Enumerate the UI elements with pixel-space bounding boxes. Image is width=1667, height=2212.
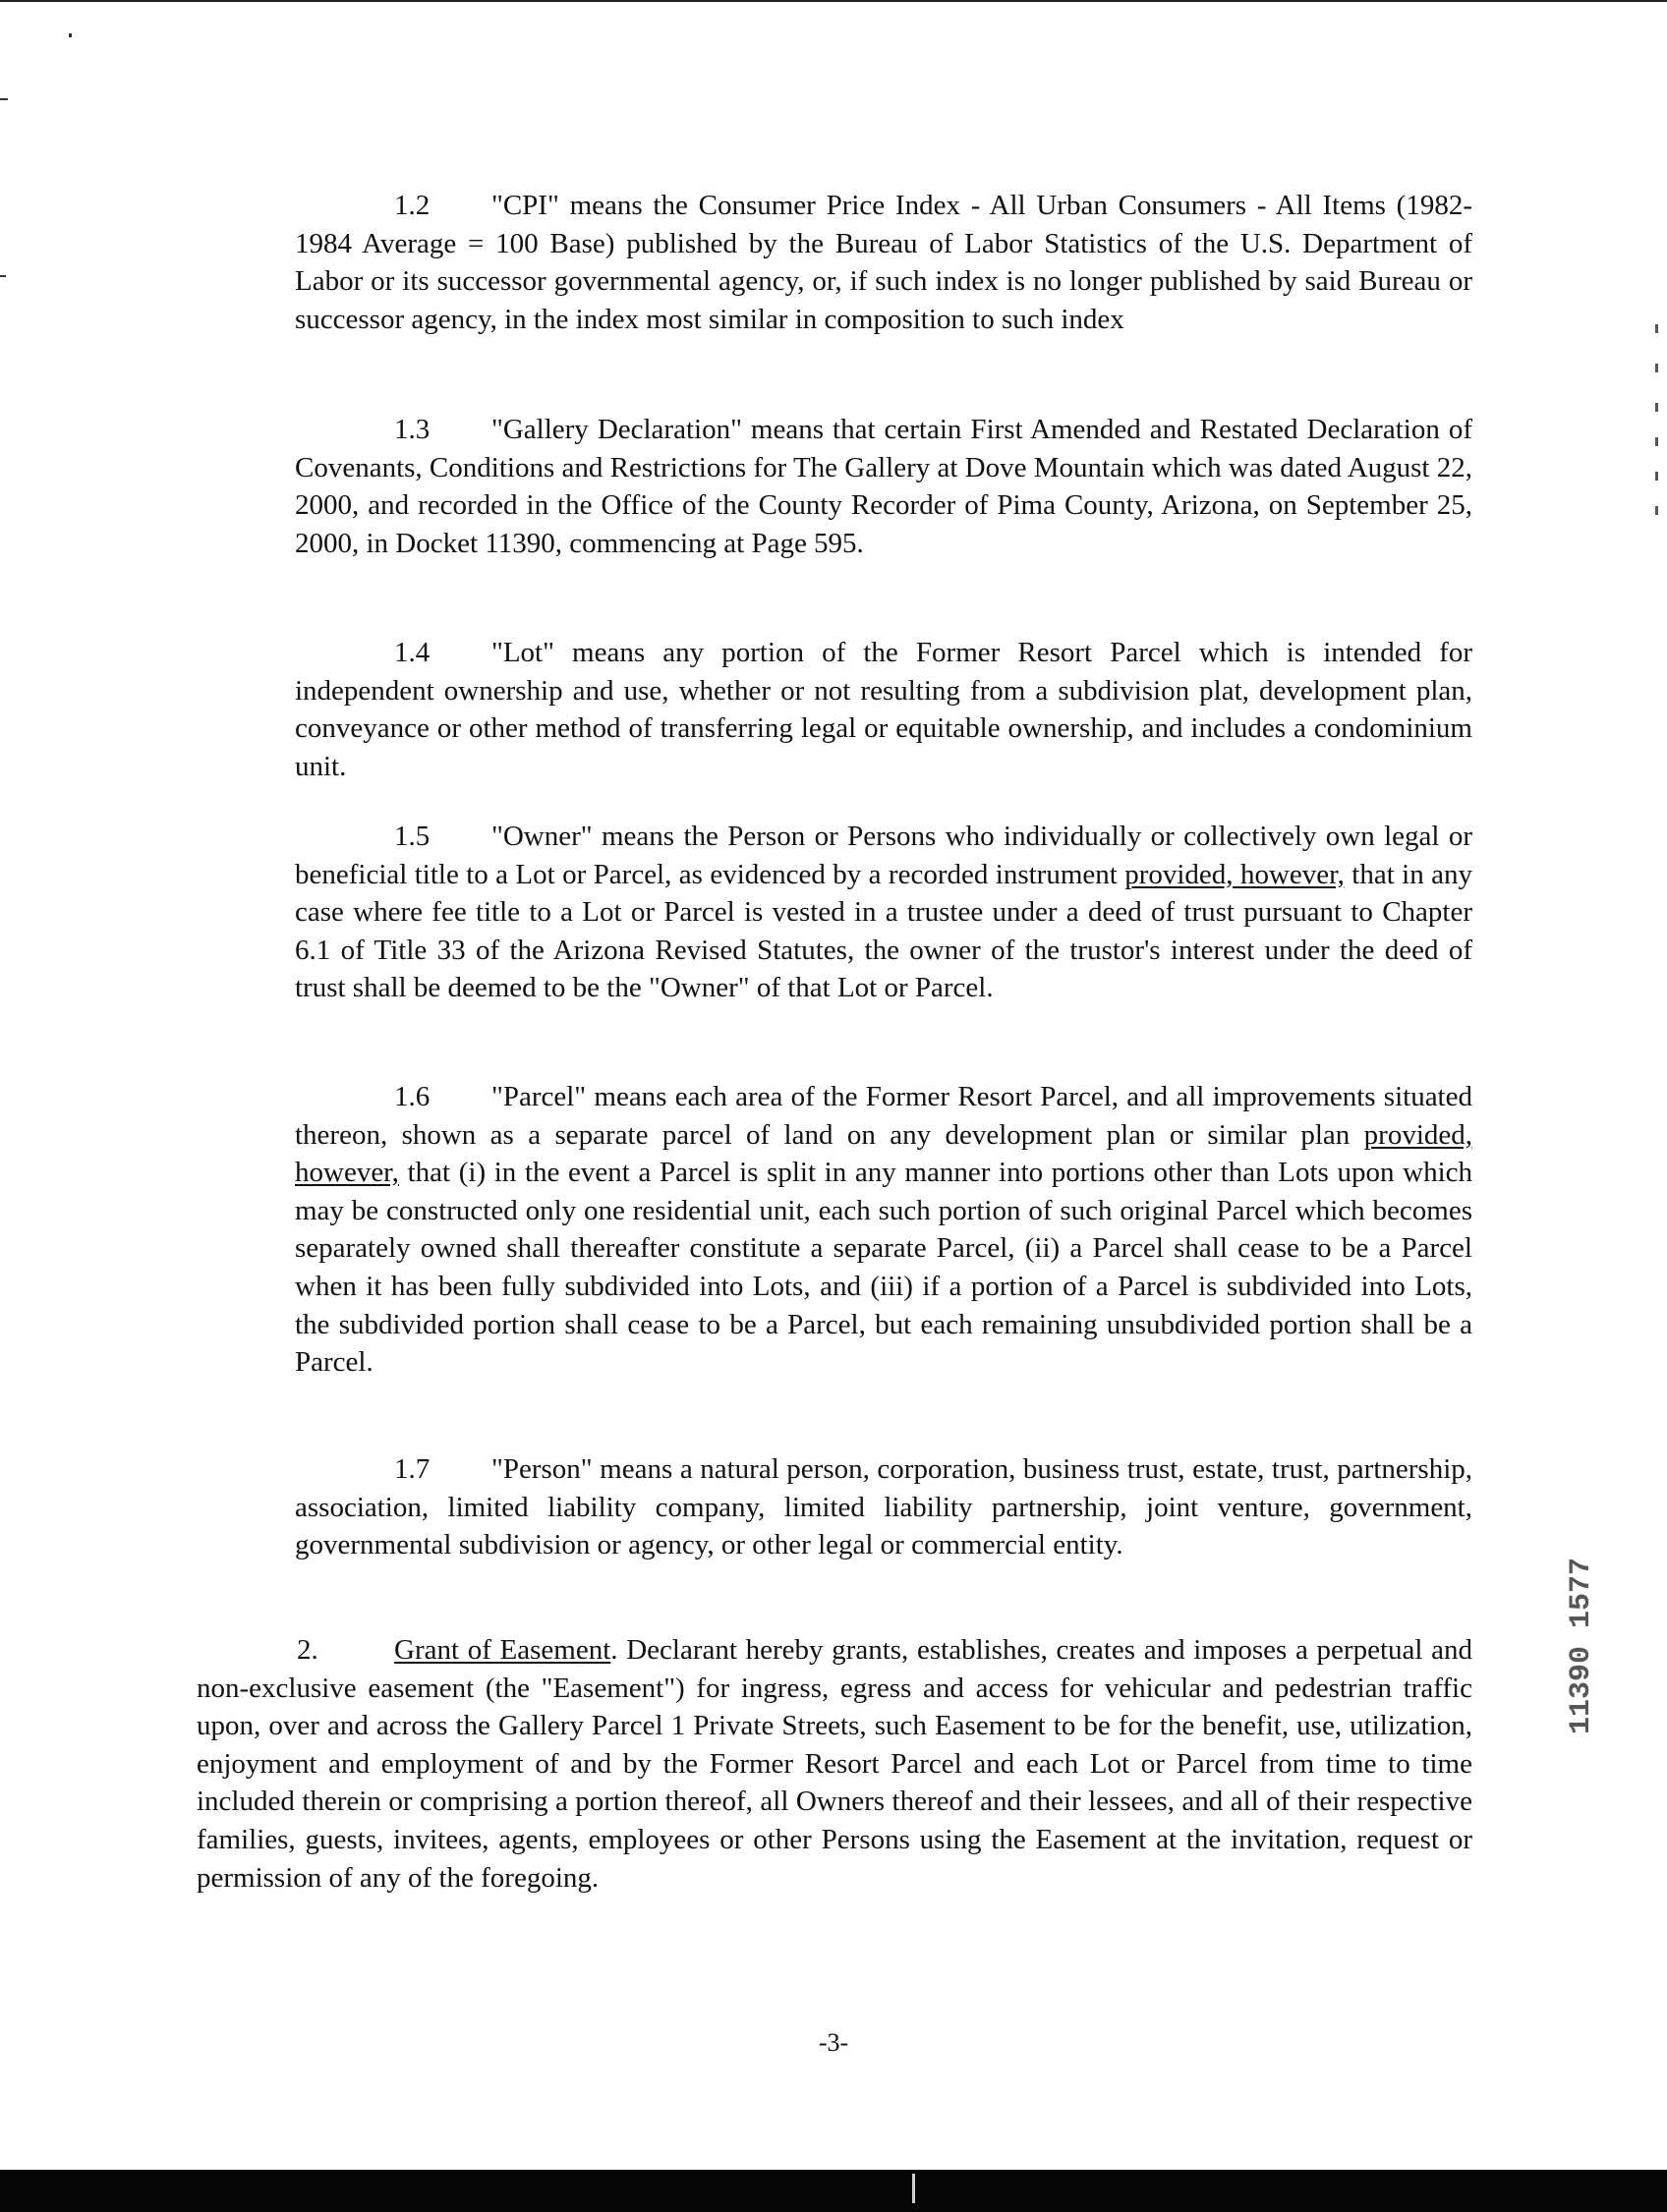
margin-tick xyxy=(1655,437,1658,446)
section-heading: Grant of Easement xyxy=(394,1634,611,1666)
section-1-7 xyxy=(295,1450,1472,1564)
heading-punctuation: . xyxy=(610,1634,618,1666)
scan-bottom-band xyxy=(0,2170,1667,2212)
section-text: "Owner" means the Person or Persons who individually or collectively own legal or beneficial title to a Lot or Parcel, as evidenced by a recorded instrument xyxy=(295,821,1472,890)
section-1-6 xyxy=(295,1078,1472,1382)
margin-tick-marks xyxy=(1655,324,1661,521)
scan-band-notch xyxy=(912,2174,915,2203)
section-number: 1.4 xyxy=(394,637,431,668)
section-1-2 xyxy=(295,187,1472,338)
page-number: -3- xyxy=(818,2028,849,2057)
section-text: "Parcel" means each area of the Former Resort Parcel, and all improvements situated thereon, shown as a separate parcel of land on any development plan or similar plan xyxy=(295,1081,1472,1151)
section-2-grant-of-easement xyxy=(197,1631,1472,1897)
section-number: 1.3 xyxy=(394,414,431,445)
recording-stamp: 11390 1577 xyxy=(1565,1558,1598,1735)
scan-speck xyxy=(0,275,6,277)
section-text: "CPI" means the Consumer Price Index - All Urban Consumers - All Items (1982-1984 Average = 100 Base) published by the Bureau of Labor Statistics of the U.S. Department of Labor or its successor governmental agency, or, if such index is no longer published by said Bureau or successor agency, in the index most similar in composition to such index xyxy=(295,190,1472,335)
section-number: 1.7 xyxy=(394,1453,431,1485)
margin-tick xyxy=(1655,364,1658,372)
scan-speck xyxy=(69,33,72,37)
section-text: "Person" means a natural person, corporation, business trust, estate, trust, partnership, association, limited liability company, limited liability partnership, joint venture, government, governmental subdivision or agency, or other legal or commercial entity. xyxy=(295,1453,1472,1561)
section-text: that (i) in the event a Parcel is split in any manner into portions other than Lots upon which may be constructed only one residential unit, each such portion of such original Parcel which becomes separately owned shall thereafter constitute a separate Parcel, (ii) a Parcel shall cease to be a Parcel when it has been fully subdivided into Lots, and (iii) if a portion of a Parcel is subdivided into Lots, the subdivided portion shall cease to be a Parcel, but each remaining unsubdivided portion shall be a Parcel. xyxy=(295,1157,1473,1379)
section-number: 1.6 xyxy=(394,1081,431,1112)
margin-tick xyxy=(1655,324,1658,333)
section-text: "Gallery Declaration" means that certain First Amended and Restated Declaration of Covenants, Conditions and Restrictions for The Gallery at Dove Mountain which was dated August 22, 2000, and recorded in the Office of the County Recorder of Pima County, Arizona, on September 25, 2000, in Docket 11390, commencing at Page 595. xyxy=(295,414,1472,559)
section-text: that in any case where fee title to a Lot or Parcel is vested in a trustee under a deed of trust pursuant to Chapter 6.1 of Title 33 of the Arizona Revised Statutes, the owner of the trustor's interest under the deed of trust shall be deemed to be the "Owner" of that Lot or Parcel. xyxy=(295,858,1473,1004)
margin-tick xyxy=(1655,472,1658,481)
margin-tick xyxy=(1655,403,1658,412)
section-1-3 xyxy=(295,411,1472,562)
section-1-5 xyxy=(295,818,1472,1007)
section-text: Declarant hereby grants, establishes, creates and imposes a perpetual and non-exclusive easement (the "Easement") for ingress, egress and access for vehicular and pedestrian traffic upon, over and across the Gallery Parcel 1 Private Streets, such Easement to be for the benefit, use, utilization, enjoyment and employment of and by the Former Resort Parcel and each Lot or Parcel from time to time included therein or comprising a portion thereof, all Owners thereof and their lessees, and all of their respective families, guests, invitees, agents, employees or other Persons using the Easement at the invitation, request or permission of any of the foregoing. xyxy=(197,1634,1472,1894)
section-text: "Lot" means any portion of the Former Resort Parcel which is intended for independent ownership and use, whether or not resulting from a subdivision plat, development plan, conveyance or other method of transferring legal or equitable ownership, and includes a condominium unit. xyxy=(295,637,1472,782)
scan-top-edge xyxy=(0,0,1667,2)
margin-tick xyxy=(1655,506,1658,515)
section-number: 1.2 xyxy=(394,190,431,221)
scan-speck xyxy=(0,98,8,100)
underlined-proviso: provided, however, xyxy=(295,1118,1472,1189)
underlined-proviso: provided, however, xyxy=(1124,858,1345,890)
section-1-4 xyxy=(295,634,1472,785)
section-number: 1.5 xyxy=(394,821,431,852)
section-number: 2. xyxy=(297,1634,318,1666)
